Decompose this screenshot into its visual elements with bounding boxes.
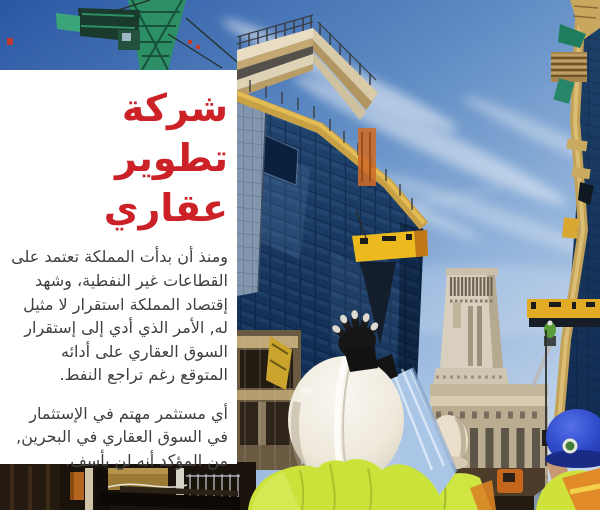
headline: شركة تطوير عقاري <box>103 86 228 231</box>
red-marker <box>7 38 13 45</box>
orange-guardrail <box>358 128 376 186</box>
text-panel <box>0 70 237 470</box>
paragraph-2: أي مستثمر مهتم في الإستثمار في السوق العقاري في البحرين, من المؤكد أنه لن يأسف. <box>16 403 228 470</box>
yellow-beam <box>527 299 600 327</box>
stacked-formwork <box>551 52 587 82</box>
paragraph-1: ومنذ أن بدأت المملكة تعتمد على القطاعات غير النفطية، وشهد إقتصاد المملكة استقرار لا مثيل له, الأمر الذي أدي إلى إستقرار السوق العقاري على أدائه المتوقع رغم تراجع النفط. <box>11 247 228 385</box>
